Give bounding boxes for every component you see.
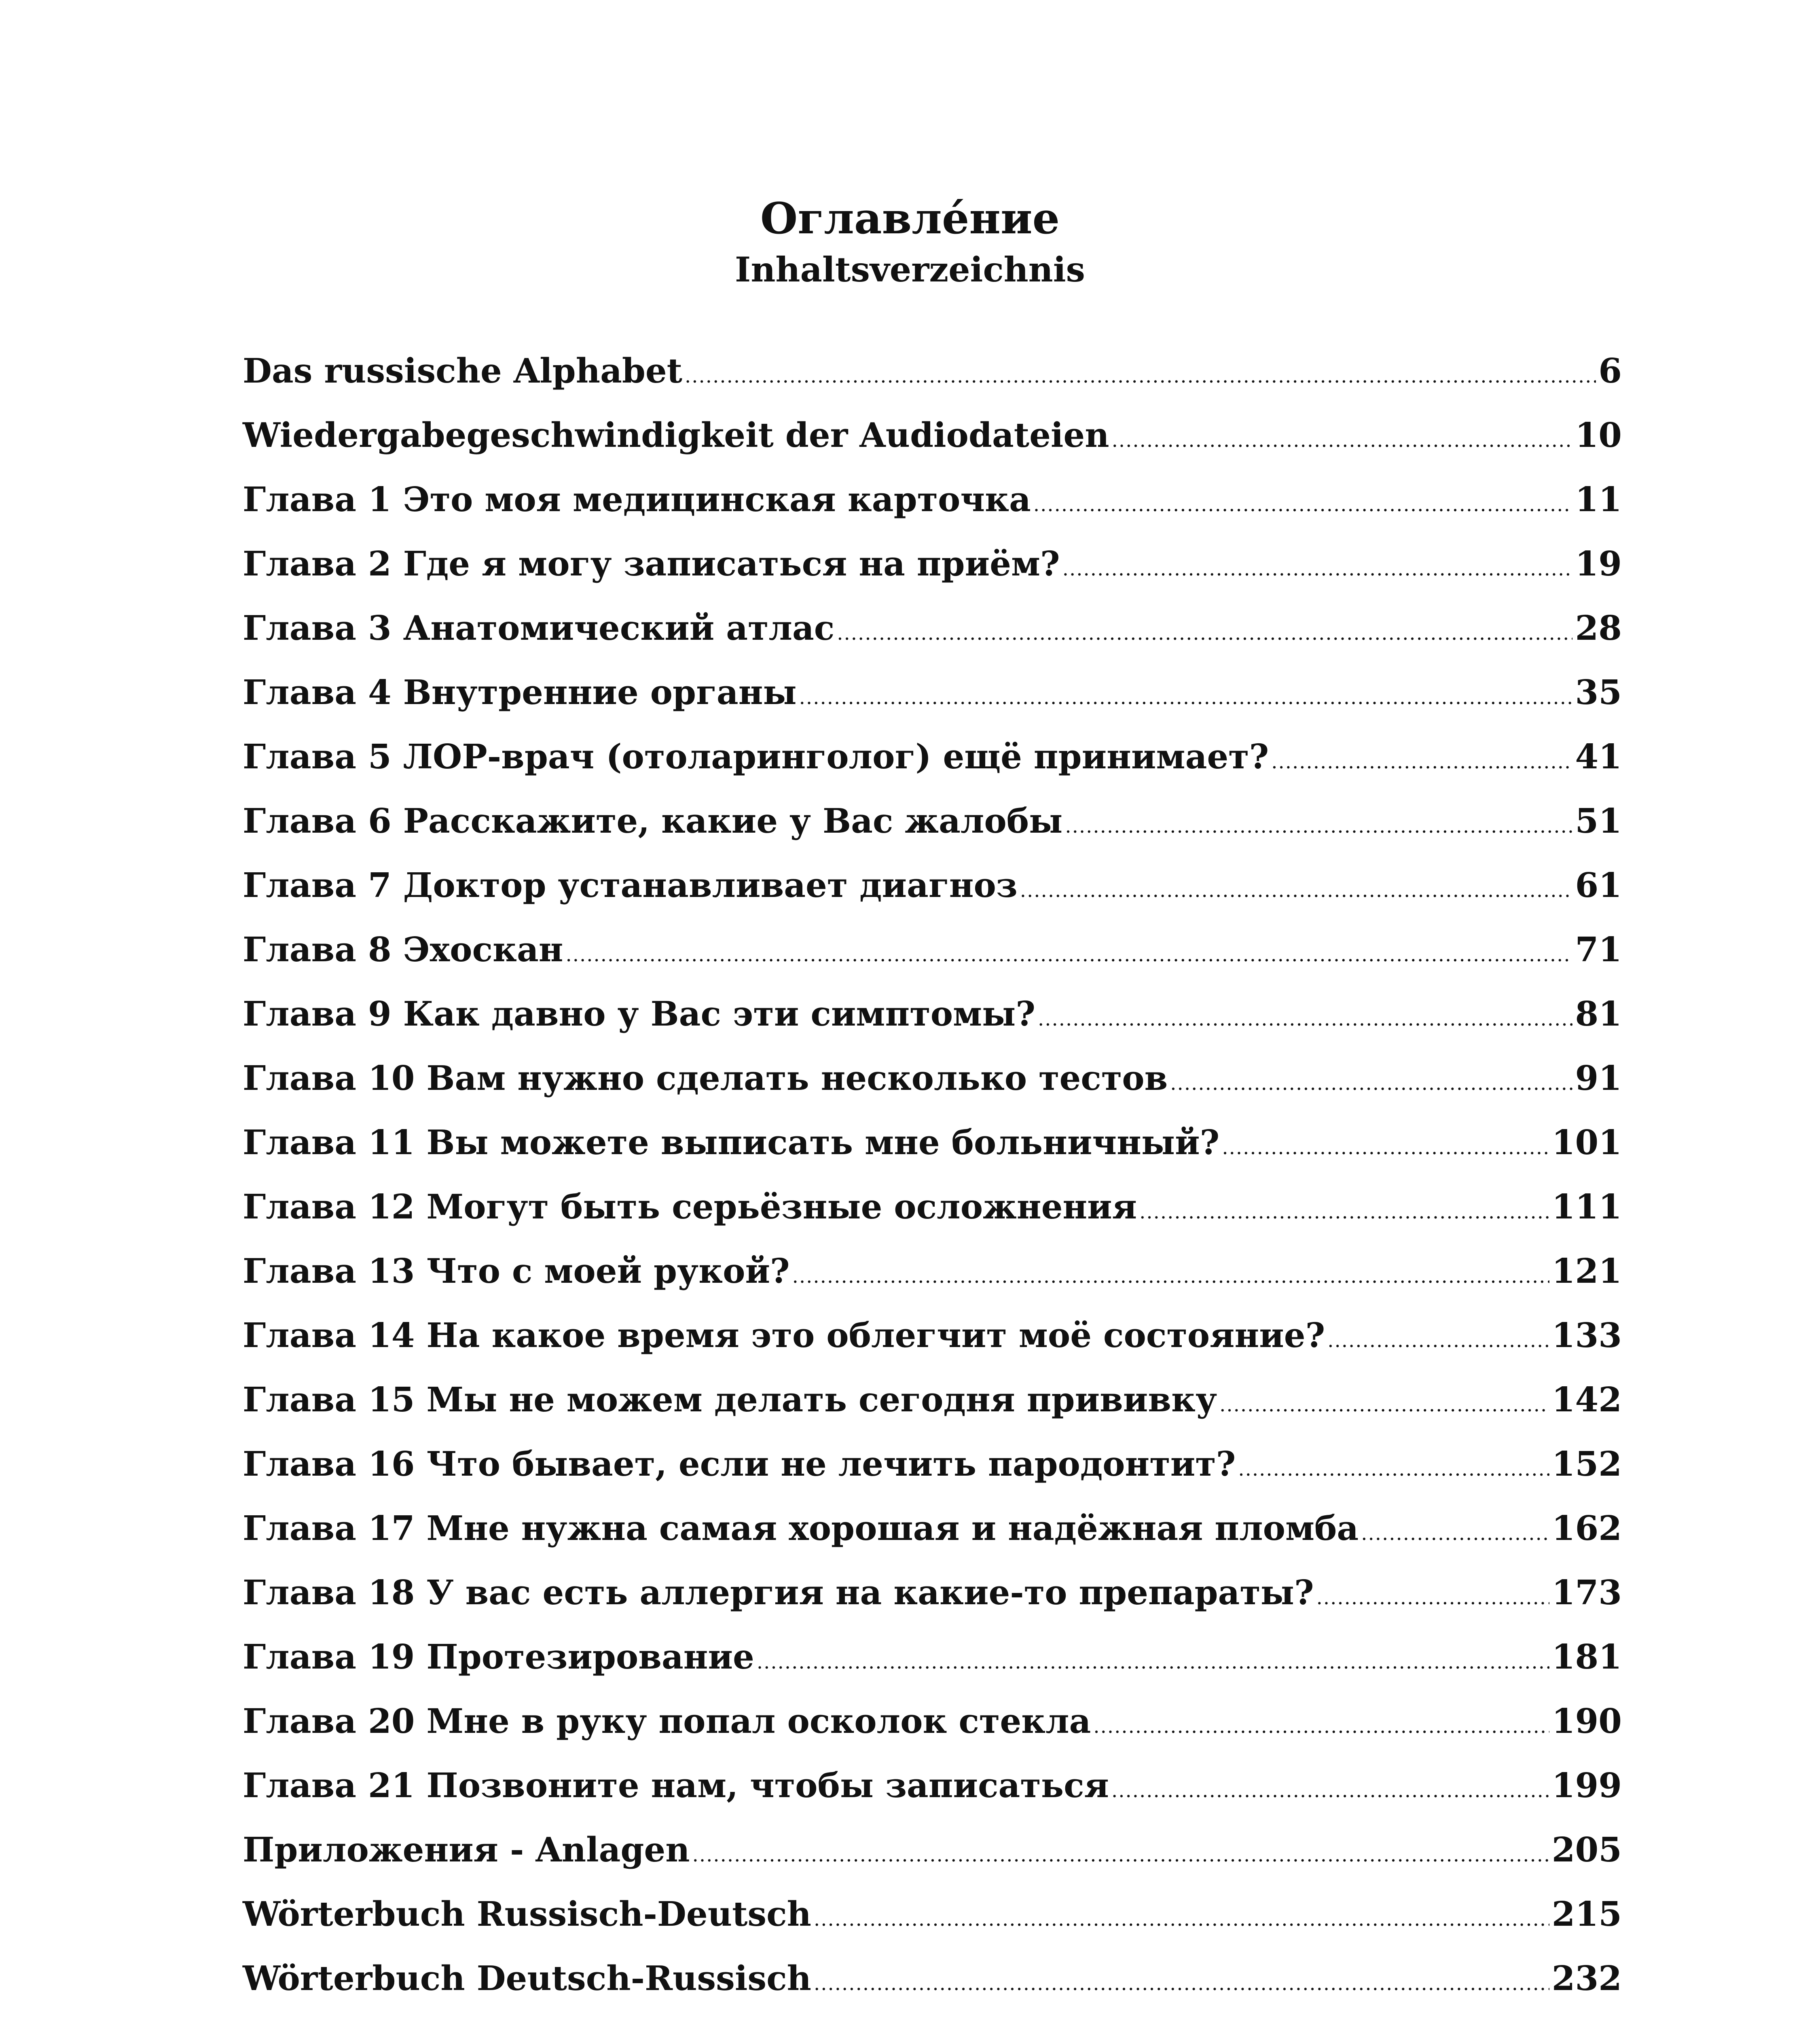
toc-entry[interactable]	[243, 853, 1622, 918]
toc-dot-leader	[1112, 408, 1573, 473]
toc-entry-page: 19	[1575, 544, 1622, 584]
toc-entry-title: Глава 13 Что с моей рукой?	[243, 1251, 790, 1291]
toc-entry-page: 133	[1551, 1316, 1622, 1355]
toc-dot-leader	[1062, 537, 1573, 601]
toc-entry[interactable]	[243, 1561, 1622, 1625]
toc-entry-title: Глава 20 Мне в руку попал осколок стекла	[243, 1701, 1091, 1741]
toc-entry-page: 173	[1551, 1573, 1622, 1612]
toc-entry[interactable]	[243, 789, 1622, 853]
toc-dot-leader	[1219, 1373, 1549, 1437]
toc-entry-title: Wörterbuch Russisch-Deutsch	[243, 1894, 812, 1934]
toc-entry[interactable]	[243, 660, 1622, 725]
toc-dot-leader	[814, 1952, 1549, 2016]
toc-entry-title	[243, 2011, 437, 2022]
toc-dot-leader	[692, 1823, 1549, 1887]
toc-entry-page: 181	[1551, 1637, 1622, 1677]
toc-entry[interactable]	[243, 1110, 1622, 1175]
toc-entry[interactable]	[243, 1818, 1622, 1882]
toc-dot-leader	[837, 601, 1572, 666]
toc-entry[interactable]	[243, 403, 1622, 467]
toc-dot-leader	[1327, 1309, 1549, 1373]
toc-dot-leader	[1316, 1566, 1549, 1630]
toc-dot-leader	[1139, 1180, 1549, 1244]
toc-entry-title: Глава 5 ЛОР-врач (отоларинголог) ещё принимает?	[243, 737, 1269, 776]
toc-dot-leader	[565, 923, 1572, 987]
toc-entry[interactable]	[243, 1753, 1622, 1818]
toc-entry-title: Глава 18 У вас есть аллергия на какие-то препараты?	[243, 1573, 1314, 1612]
toc-dot-leader	[1170, 1051, 1572, 1116]
toc-entry-page: 28	[1575, 608, 1622, 648]
toc-entry[interactable]	[243, 982, 1622, 1046]
toc-entry-title: Das russische Alphabet	[243, 351, 683, 391]
toc-entry-page	[1549, 2011, 1622, 2022]
table-of-contents	[243, 339, 1622, 2022]
toc-entry-page: 121	[1551, 1251, 1622, 1291]
toc-entry-page: 111	[1551, 1187, 1622, 1227]
toc-entry-title: Глава 1 Это моя медицинская карточка	[243, 480, 1031, 519]
toc-dot-leader	[685, 344, 1596, 408]
toc-dot-leader	[1361, 1502, 1549, 1566]
toc-dot-leader	[1038, 987, 1573, 1051]
toc-entry-title: Глава 8 Эхоскан	[243, 930, 563, 969]
toc-entry-title: Глава 17 Мне нужна самая хорошая и надёжная пломба	[243, 1508, 1359, 1548]
toc-entry-page: 199	[1551, 1766, 1622, 1805]
toc-entry-page: 162	[1551, 1508, 1622, 1548]
toc-entry-page: 101	[1551, 1123, 1622, 1162]
toc-entry-title: Глава 11 Вы можете выписать мне больничный?	[243, 1123, 1220, 1162]
toc-entry[interactable]	[243, 467, 1622, 532]
page-title: Оглавле́ние	[760, 193, 1060, 243]
toc-dot-leader	[1238, 1437, 1549, 1502]
toc-entry[interactable]	[243, 339, 1622, 403]
toc-entry-page: 35	[1575, 673, 1622, 712]
toc-entry-page: 215	[1551, 1894, 1622, 1934]
page-subtitle: Inhaltsverzeichnis	[735, 250, 1085, 290]
toc-entry-page: 91	[1575, 1058, 1622, 1098]
toc-entry[interactable]	[243, 1368, 1622, 1432]
toc-entry-page: 6	[1598, 351, 1622, 391]
toc-entry-title: Глава 7 Доктор устанавливает диагноз	[243, 865, 1018, 905]
toc-entry-title: Wiedergabegeschwindigkeit der Audiodateien	[243, 415, 1109, 455]
toc-entry-title: Глава 9 Как давно у Вас эти симптомы?	[243, 994, 1035, 1034]
toc-dot-leader	[1222, 1116, 1549, 1180]
toc-entry-page: 232	[1551, 1959, 1622, 1998]
toc-entry-title: Глава 16 Что бывает, если не лечить пародонтит?	[243, 1444, 1236, 1484]
toc-entry[interactable]	[243, 1432, 1622, 1496]
toc-dot-leader	[757, 1630, 1549, 1694]
toc-entry-page: 190	[1551, 1701, 1622, 1741]
toc-entry[interactable]	[243, 1882, 1622, 1946]
toc-entry-title: Глава 14 На какое время это облегчит моё состояние?	[243, 1316, 1325, 1355]
toc-entry[interactable]	[243, 532, 1622, 596]
toc-entry-title: Глава 10 Вам нужно сделать несколько тестов	[243, 1058, 1168, 1098]
toc-entry-title: Глава 3 Анатомический атлас	[243, 608, 835, 648]
toc-entry-title: Глава 6 Расскажите, какие у Вас жалобы	[243, 801, 1063, 841]
toc-entry-title: Глава 2 Где я могу записаться на приём?	[243, 544, 1060, 584]
toc-dot-leader	[1271, 730, 1572, 794]
toc-entry[interactable]	[243, 1625, 1622, 1689]
toc-dot-leader	[792, 1244, 1549, 1309]
toc-entry-title: Глава 4 Внутренние органы	[243, 673, 797, 712]
toc-entry-page: 71	[1575, 930, 1622, 969]
toc-dot-leader	[437, 2016, 1549, 2022]
toc-entry-title: Wörterbuch Deutsch-Russisch	[243, 1959, 812, 1998]
toc-dot-leader	[1033, 473, 1573, 537]
toc-dot-leader	[1020, 859, 1573, 923]
toc-dot-leader	[799, 666, 1573, 730]
toc-entry[interactable]	[243, 1046, 1622, 1110]
toc-entry[interactable]	[243, 1175, 1622, 1239]
toc-entry[interactable]	[243, 596, 1622, 660]
toc-entry[interactable]	[243, 725, 1622, 789]
toc-entry-page: 142	[1551, 1380, 1622, 1419]
toc-dot-leader	[1093, 1694, 1549, 1759]
toc-entry-title: Глава 19 Протезирование	[243, 1637, 754, 1677]
toc-dot-leader	[1065, 794, 1572, 859]
toc-entry-title: Глава 12 Могут быть серьёзные осложнения	[243, 1187, 1137, 1227]
toc-entry[interactable]	[243, 1946, 1622, 2011]
toc-entry[interactable]	[243, 1303, 1622, 1368]
toc-entry-page: 10	[1575, 415, 1622, 455]
toc-entry[interactable]	[243, 1689, 1622, 1753]
toc-entry[interactable]	[243, 1239, 1622, 1303]
toc-dot-leader	[1111, 1759, 1549, 1823]
toc-entry-title: Глава 15 Мы не можем делать сегодня прививку	[243, 1380, 1217, 1419]
toc-entry-title: Глава 21 Позвоните нам, чтобы записаться	[243, 1766, 1109, 1805]
toc-entry-page: 11	[1575, 480, 1622, 519]
toc-entry-page: 205	[1551, 1830, 1622, 1870]
toc-entry-page: 41	[1575, 737, 1622, 776]
toc-entry[interactable]	[243, 1496, 1622, 1561]
toc-entry[interactable]	[243, 918, 1622, 982]
toc-entry-title: Приложения - Anlagen	[243, 1830, 690, 1870]
toc-entry-page: 152	[1551, 1444, 1622, 1484]
toc-dot-leader	[814, 1887, 1549, 1952]
toc-entry-page: 81	[1575, 994, 1622, 1034]
toc-entry-page: 61	[1575, 865, 1622, 905]
toc-entry-page: 51	[1575, 801, 1622, 841]
